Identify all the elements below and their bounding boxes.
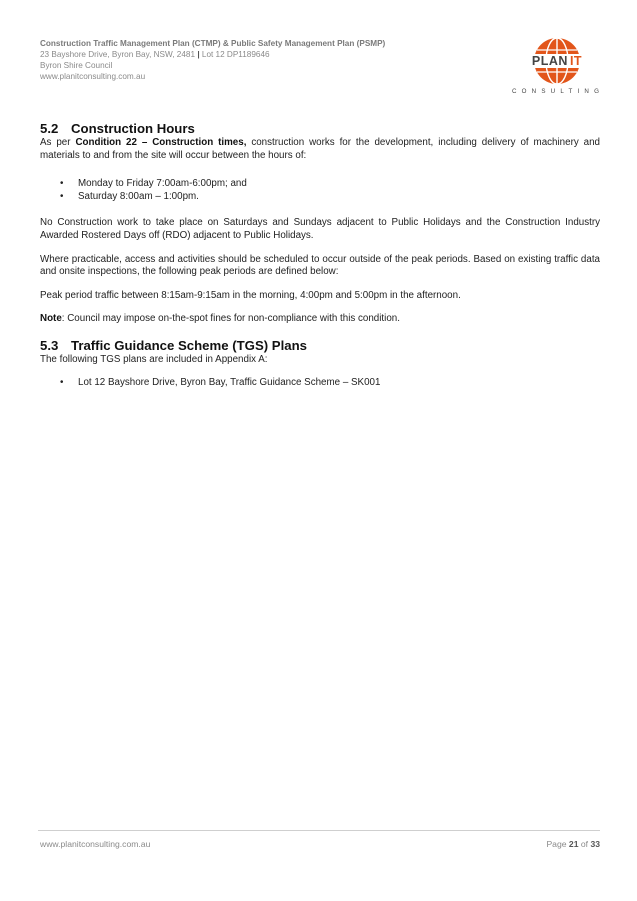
page-header [40,38,480,82]
peak-periods-paragraph: Where practicable, access and activities should be scheduled to occur outside of the peak periods. Based on existing traffic data and onsite inspections, the following peak periods are defined below: [40,253,600,278]
note-paragraph [40,313,600,326]
header-title: Construction Traffic Management Plan (CTMP) & Public Safety Management Plan (PSMP) [40,39,386,48]
logo-subtitle: CONSULTING [512,88,605,95]
condition-reference: Condition 22 – Construction times, [75,137,247,148]
page-number [546,839,600,849]
main-content [40,121,600,389]
section-5-2-title: Construction Hours [71,121,195,136]
tgs-plans-list [40,377,600,390]
note-text: : Council may impose on-the-spot fines for non-compliance with this condition. [61,313,400,325]
header-website: www.planitconsulting.com.au [40,72,146,81]
logo-word-main: PLAN [531,54,568,68]
intro-prefix: As per [40,137,76,148]
footer-divider [38,830,600,831]
page-of: of [580,839,589,849]
list-item-text: Lot 12 Bayshore Drive, Byron Bay, Traffic Guidance Scheme – SK001 [78,376,381,388]
footer-website: www.planitconsulting.com.au [40,839,151,849]
page-word: Page [546,839,567,849]
header-separator: | [197,50,200,59]
logo-wordmark [512,54,602,68]
construction-hours-list [40,178,600,203]
list-item [40,191,600,204]
bullet-icon: • [60,190,64,202]
planit-logo [512,36,605,98]
note-label: Note [40,313,62,325]
holidays-paragraph: No Construction work to take place on Saturdays and Sundays adjacent to Public Holidays and the Construction Industry Awarded Rostered Days off (RDO) adjacent to Public Holidays. [40,217,600,241]
page-total: 33 [590,839,600,849]
list-item-text: Monday to Friday 7:00am-6:00pm; and [78,178,247,190]
list-item [40,377,600,390]
header-lot: Lot 12 DP1189646 [201,50,270,59]
logo-word-accent: IT [569,54,583,68]
section-5-3-heading [40,338,600,354]
section-5-2-intro [40,137,600,162]
section-5-3-number: 5.3 [40,337,59,353]
bullet-icon: • [60,178,64,190]
section-5-2-heading [40,121,600,137]
header-council: Byron Shire Council [40,61,113,70]
header-address-line [40,49,480,60]
section-5-2-number: 5.2 [40,121,59,136]
list-item [40,178,600,191]
header-address: 23 Bayshore Drive, Byron Bay, NSW, 2481 [40,50,196,59]
intro-suffix: construction works for the development, including delivery of machinery and materials to and from the site will occur between the hours of: [40,137,600,161]
section-5-3-title: Traffic Guidance Scheme (TGS) Plans [71,337,307,353]
page-current: 21 [568,839,579,849]
section-5-3-intro: The following TGS plans are included in Appendix A: [40,353,268,365]
list-item-text: Saturday 8:00am – 1:00pm. [78,190,199,202]
peak-times-paragraph: Peak period traffic between 8:15am-9:15am in the morning, 4:00pm and 5:00pm in the afternoon. [40,289,461,301]
bullet-icon: • [60,376,64,388]
